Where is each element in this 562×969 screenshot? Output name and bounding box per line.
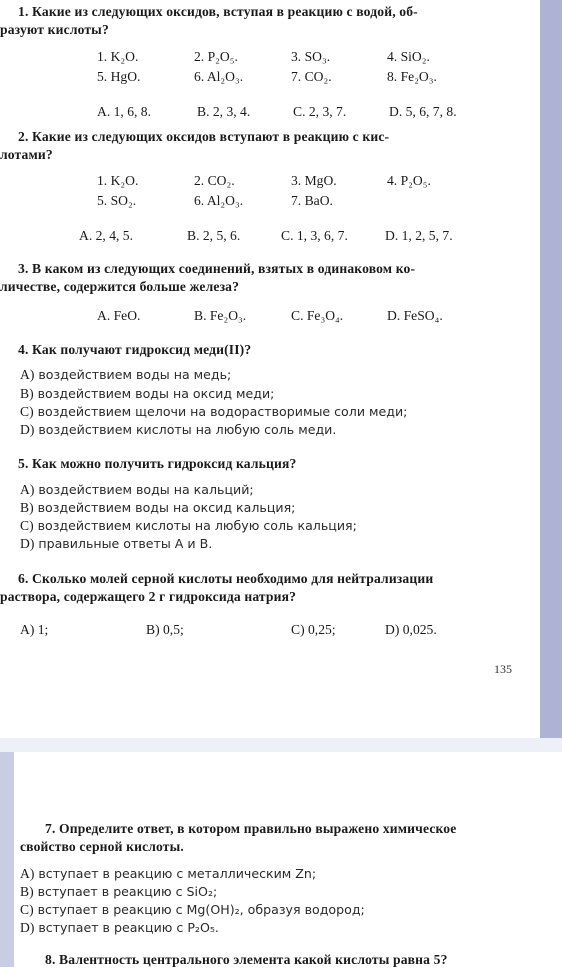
question-7-option-d bbox=[20, 920, 219, 936]
page-edge-band-left bbox=[0, 752, 14, 967]
page-gap bbox=[0, 738, 562, 752]
item: 1. K₂O. bbox=[97, 173, 139, 188]
option-text: вступает в реакцию с металлическим Zn; bbox=[38, 866, 317, 881]
item: 4. SiO₂. bbox=[387, 49, 430, 64]
option-text: воздействием щелочи на водорастворимые соли меди; bbox=[37, 404, 408, 419]
question-5-option-d bbox=[20, 536, 212, 552]
question-4-option-a bbox=[20, 367, 231, 383]
question-1-line-1: 1. Какие из следующих оксидов, вступая в реакцию с водой, об- bbox=[18, 4, 418, 19]
question-7 bbox=[20, 820, 550, 856]
answer-option: A) 1; bbox=[20, 622, 49, 637]
item: 6. Al₂O₃. bbox=[194, 193, 244, 208]
option-text: воздействием кислоты на любую соль меди. bbox=[38, 422, 337, 437]
question-5-option-c bbox=[20, 518, 357, 534]
answer-option: B) 0,5; bbox=[146, 622, 184, 637]
option-label: D) bbox=[20, 422, 35, 437]
question-2 bbox=[0, 128, 528, 164]
answer-option: D. 5, 6, 7, 8. bbox=[389, 104, 457, 119]
question-7-line-1: 7. Определите ответ, в котором правильно выражено химическое bbox=[45, 821, 457, 836]
option-label: A) bbox=[20, 482, 35, 497]
item: 8. Fe₂O₃. bbox=[387, 69, 437, 84]
option-label: C) bbox=[20, 518, 34, 533]
question-8: 8. Валентность центрального элемента какой кислоты равна 5? bbox=[45, 952, 448, 967]
question-4-option-b bbox=[20, 386, 274, 402]
answer-option: A. 2, 4, 5. bbox=[79, 228, 133, 243]
option-text: воздействием кислоты на любую соль кальция; bbox=[37, 518, 357, 533]
question-3 bbox=[0, 260, 528, 296]
option-text: воздействием воды на кальций; bbox=[38, 482, 254, 497]
question-4: 4. Как получают гидроксид меди(II)? bbox=[18, 342, 252, 357]
question-6-line-1: 6. Сколько молей серной кислоты необходимо для нейтрализации bbox=[18, 571, 434, 586]
question-7-option-c bbox=[20, 902, 365, 918]
option-text: воздействием воды на медь; bbox=[38, 367, 232, 382]
page-edge-band bbox=[540, 0, 562, 738]
question-7-option-a bbox=[20, 866, 316, 882]
answer-option: B. Fe₂O₃. bbox=[194, 308, 247, 323]
item: 5. SO₂. bbox=[97, 193, 137, 208]
option-label: A) bbox=[20, 866, 35, 881]
item: 6. Al₂O₃. bbox=[194, 69, 244, 84]
question-7-line-2: свойство серной кислоты. bbox=[20, 839, 184, 854]
item: 3. MgO. bbox=[291, 173, 337, 188]
option-text: вступает в реакцию с Mg(OH)₂, образуя водород; bbox=[37, 902, 365, 917]
item: 1. K₂O. bbox=[97, 49, 139, 64]
question-1 bbox=[0, 3, 528, 39]
item: 3. SO₃. bbox=[291, 49, 331, 64]
answer-option: B. 2, 5, 6. bbox=[187, 228, 241, 243]
option-label: C) bbox=[20, 404, 34, 419]
option-label: C) bbox=[20, 902, 34, 917]
question-3-line-2: личестве, содержится больше железа? bbox=[0, 279, 240, 294]
question-5-option-b bbox=[20, 500, 295, 516]
answer-option: B. 2, 3, 4. bbox=[197, 104, 251, 119]
answer-option: C. Fe₃O₄. bbox=[291, 308, 344, 323]
item: 5. HgO. bbox=[97, 69, 141, 84]
option-label: B) bbox=[20, 884, 34, 899]
option-label: B) bbox=[20, 500, 34, 515]
item: 7. CO₂. bbox=[291, 69, 332, 84]
question-2-line-2: лотами? bbox=[0, 147, 53, 162]
answer-option: A. FeO. bbox=[97, 308, 141, 323]
answer-option: D) 0,025. bbox=[385, 622, 437, 637]
option-text: воздействием воды на оксид кальция; bbox=[37, 500, 296, 515]
option-text: воздействием воды на оксид меди; bbox=[37, 386, 275, 401]
question-6 bbox=[0, 570, 528, 606]
book-page-next bbox=[0, 752, 562, 967]
question-5-option-a bbox=[20, 482, 254, 498]
option-label: D) bbox=[20, 920, 35, 935]
answer-option: C. 1, 3, 6, 7. bbox=[281, 228, 348, 243]
question-3-line-1: 3. В каком из следующих соединений, взятых в одинаковом ко- bbox=[18, 261, 416, 276]
question-7-option-b bbox=[20, 884, 217, 900]
question-2-line-1: 2. Какие из следующих оксидов вступают в реакцию с кис- bbox=[18, 129, 390, 144]
answer-option: D. 1, 2, 5, 7. bbox=[385, 228, 453, 243]
option-label: D) bbox=[20, 536, 35, 551]
item: 7. BaO. bbox=[291, 193, 333, 208]
page-number: 135 bbox=[494, 662, 512, 676]
item: 4. P₂O₅. bbox=[387, 173, 431, 188]
option-text: вступает в реакцию с P₂O₅. bbox=[38, 920, 219, 935]
option-label: B) bbox=[20, 386, 34, 401]
question-5: 5. Как можно получить гидроксид кальция? bbox=[18, 456, 297, 471]
answer-option: C. 2, 3, 7. bbox=[293, 104, 347, 119]
answer-option: C) 0,25; bbox=[291, 622, 336, 637]
question-4-option-c bbox=[20, 404, 407, 420]
option-text: вступает в реакцию с SiO₂; bbox=[37, 884, 218, 899]
answer-option: A. 1, 6, 8. bbox=[97, 104, 151, 119]
question-4-option-d bbox=[20, 422, 336, 438]
answer-option: D. FeSO₄. bbox=[387, 308, 443, 323]
question-6-line-2: раствора, содержащего 2 г гидроксида натрия? bbox=[0, 589, 297, 604]
item: 2. CO₂. bbox=[194, 173, 235, 188]
question-1-line-2: разуют кислоты? bbox=[0, 22, 109, 37]
option-text: правильные ответы A и B. bbox=[38, 536, 213, 551]
option-label: A) bbox=[20, 367, 35, 382]
item: 2. P₂O₅. bbox=[194, 49, 238, 64]
